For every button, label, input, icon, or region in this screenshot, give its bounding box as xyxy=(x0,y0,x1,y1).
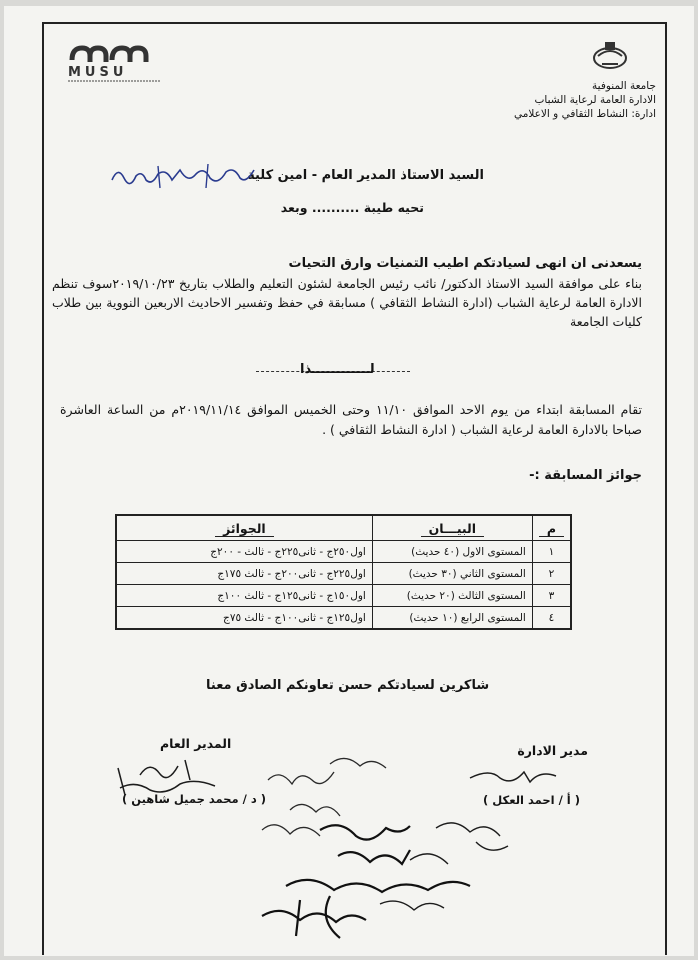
row-number: ١ xyxy=(532,541,571,563)
prizes-heading: جوائز المسابقة :- xyxy=(529,468,642,483)
row-number: ٣ xyxy=(532,585,571,607)
row-number: ٤ xyxy=(532,607,571,630)
header-university: جامعة المنوفية xyxy=(592,80,656,92)
row-level: المستوى الرابع (١٠ حديث) xyxy=(372,607,532,630)
row-level: المستوى الاول (٤٠ حديث) xyxy=(372,541,532,563)
row-prizes: اول٢٢٥ج - ثانى٢٠٠ج - ثالث ١٧٥ج xyxy=(116,563,372,585)
row-prizes: اول١٥٠ج - ثانى١٢٥ج - ثالث ١٠٠ج xyxy=(116,585,372,607)
header-department: ادارة: النشاط الثقافي و الاعلامي xyxy=(514,108,656,120)
header-general-admin: الادارة العامة لرعاية الشباب xyxy=(534,94,656,106)
row-prizes: اول٢٥٠ج - ثانى٢٢٥ج - ثالث - ٢٠٠ج xyxy=(116,541,372,563)
row-number: ٢ xyxy=(532,563,571,585)
row-level: المستوى الثاني (٣٠ حديث) xyxy=(372,563,532,585)
closing-thanks: شاكرين لسيادتكم حسن تعاونكم الصادق معنا xyxy=(206,678,490,693)
logo-text: MUSU xyxy=(68,65,128,80)
col-header-prizes: الجوائز xyxy=(116,515,372,541)
addressee-line: السيد الاستاذ المدير العام - امين كلية xyxy=(247,168,484,183)
therefore-heading: لـــــــــــــذا xyxy=(300,362,375,377)
left-signer-name: ( د / محمد جميل شاهين ) xyxy=(122,792,266,806)
opening-wishes: يسعدنى ان انهى لسيادتكم اطيب التمنيات وارق التحيات xyxy=(288,256,642,271)
row-level: المستوى الثالث (٢٠ حديث) xyxy=(372,585,532,607)
body-paragraph-1: بناء على موافقة السيد الاستاذ الدكتور/ نائب رئيس الجامعة لشئون التعليم والطلاب بتاريخ ٢٠١٩/١٠/٢٣سوف تنظم الادارة العامة لرعاية الشباب (ادارة النشاط الثقافي ) مسابقة في حفظ وتفسير الاحاديث الاربعين النووية بين طلاب كليات الجامعة xyxy=(52,276,643,329)
col-header-number: م xyxy=(532,515,571,541)
row-prizes: اول١٢٥ج - ثانى١٠٠ج - ثالث ٧٥ج xyxy=(116,607,372,630)
greeting: تحيه طيبة .......... وبعد xyxy=(280,200,424,215)
right-signer-name: ( أ / احمد العكل ) xyxy=(483,793,580,807)
col-header-statement: البيـــان xyxy=(372,515,532,541)
right-signer-title: مدير الادارة xyxy=(517,743,588,758)
left-signer-title: المدير العام xyxy=(160,736,232,751)
body-paragraph-2: تقام المسابقة ابتداء من يوم الاحد الموافق ١١/١٠ وحتى الخميس الموافق ٢٠١٩/١١/١٤م من الساعة العاشرة صباحا بالادارة العامة لرعاية الشباب ( ادارة النشاط الثقافي ) . xyxy=(60,402,642,437)
